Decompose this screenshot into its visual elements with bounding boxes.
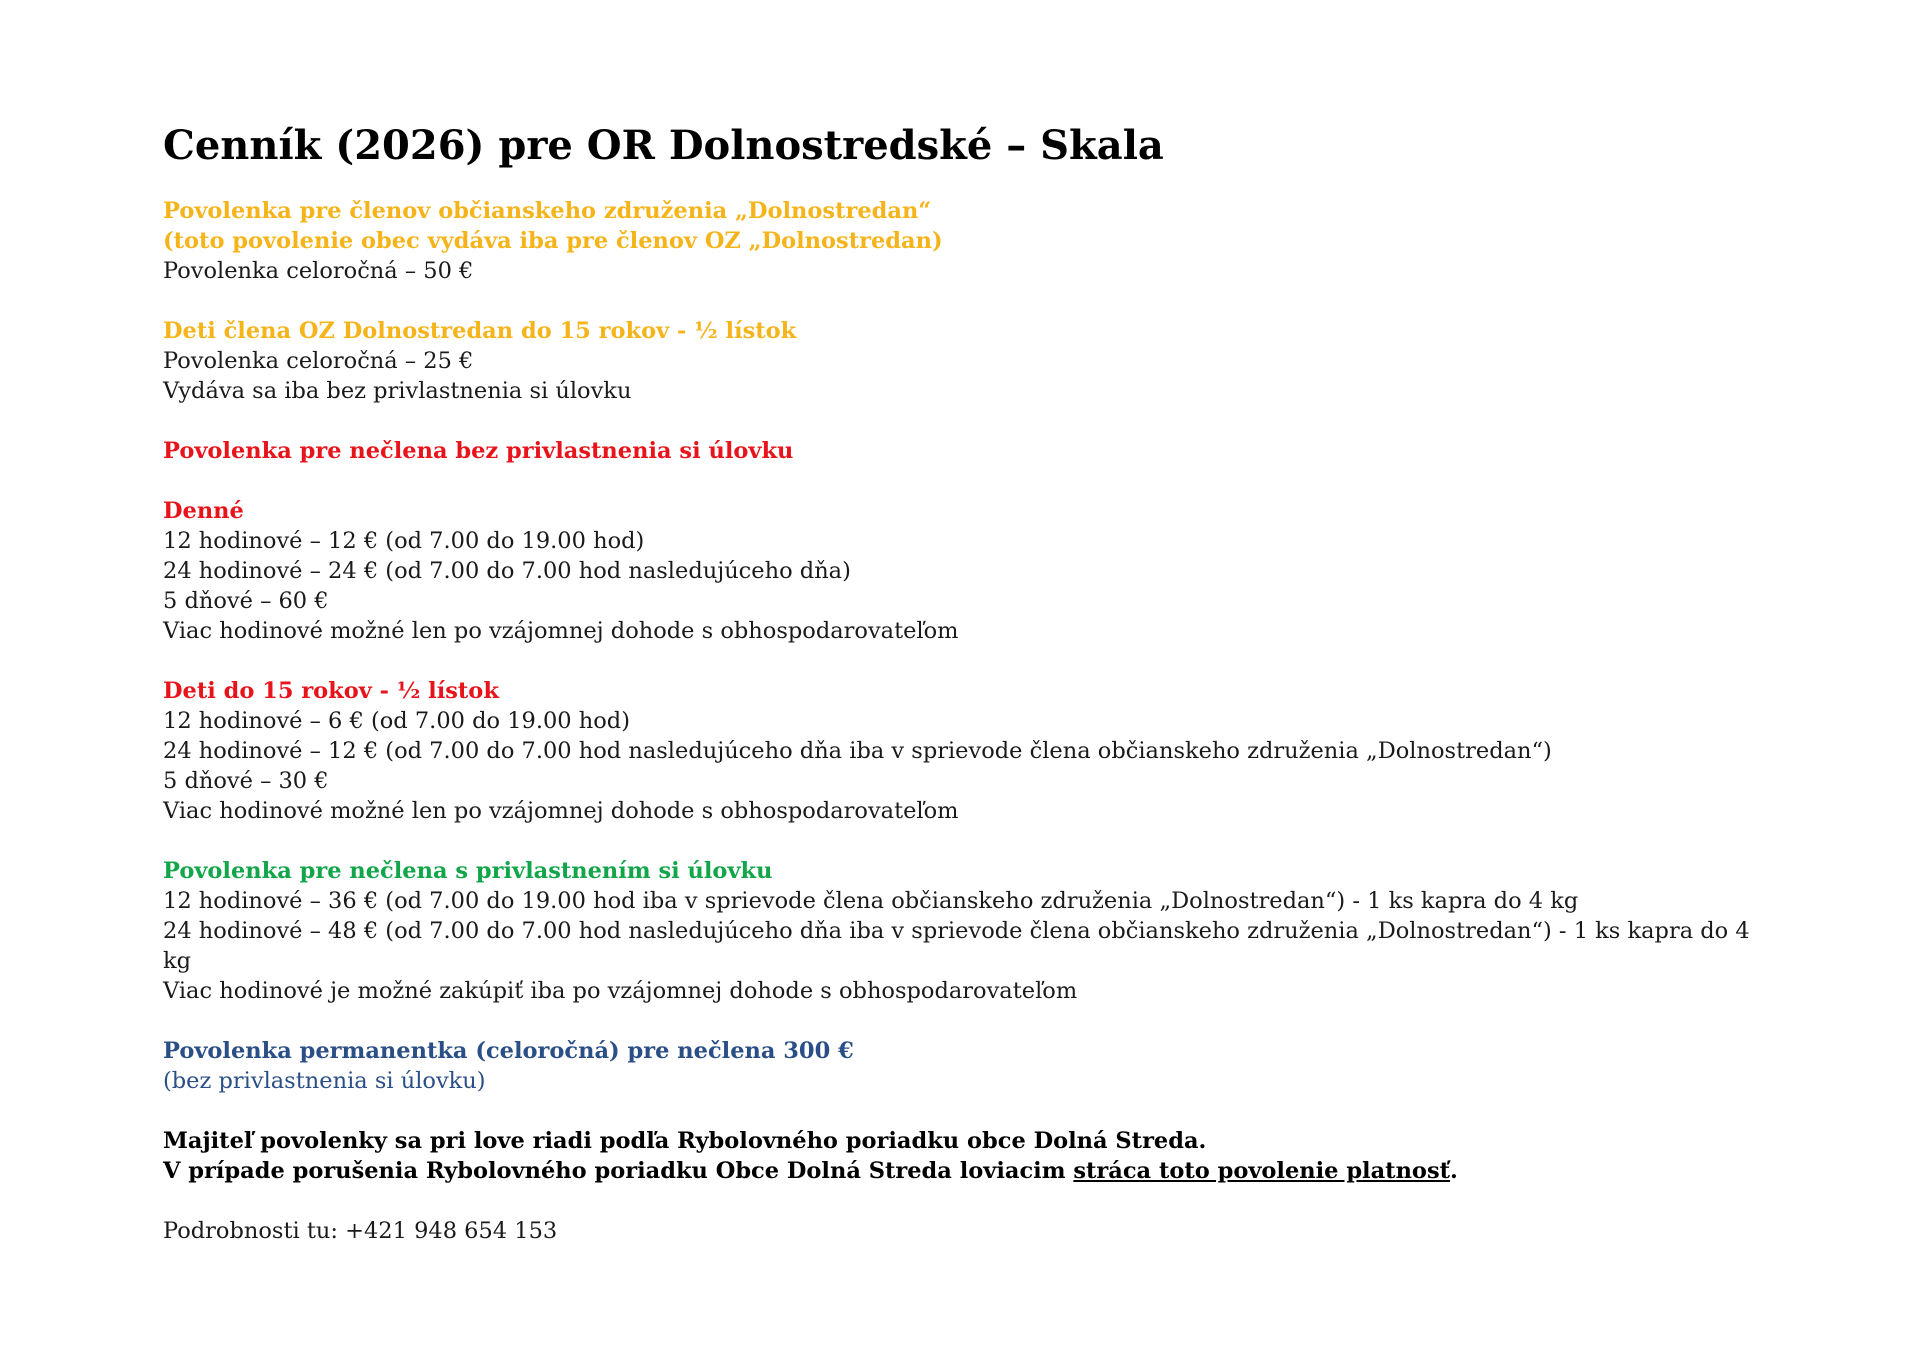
catch-note: Viac hodinové je možné zakúpiť iba po vzájomnej dohode s obhospodarovateľom (163, 978, 1078, 1004)
section-catch (163, 856, 1803, 1006)
daily-price-12h: 12 hodinové – 12 € (od 7.00 do 19.00 hod) (163, 528, 645, 554)
daily-note: Viac hodinové možné len po vzájomnej dohode s obhospodarovateľom (163, 618, 959, 644)
section-nonmember (163, 436, 1803, 466)
member-children-note: Vydáva sa iba bez privlastnenia si úlovku (163, 378, 632, 404)
children-heading: Deti do 15 rokov - ½ lístok (163, 678, 499, 704)
daily-heading: Denné (163, 498, 244, 524)
nonmember-heading: Povolenka pre nečlena bez privlastnenia si úlovku (163, 438, 794, 464)
catch-price-24h: 24 hodinové – 48 € (od 7.00 do 7.00 hod nasledujúceho dňa iba v sprievode člena občianskeho združenia „Dolnostredan“) - 1 ks kapra do 4 kg (163, 918, 1750, 974)
children-price-24h: 24 hodinové – 12 € (od 7.00 do 7.00 hod nasledujúceho dňa iba v sprievode člena občianskeho združenia „Dolnostredan“) (163, 738, 1552, 764)
rules-line-2 (163, 1156, 1803, 1186)
members-price-annual: Povolenka celoročná – 50 € (163, 258, 474, 284)
children-price-12h: 12 hodinové – 6 € (od 7.00 do 19.00 hod) (163, 708, 630, 734)
permanent-note: (bez privlastnenia si úlovku) (163, 1068, 486, 1094)
catch-price-12h: 12 hodinové – 36 € (od 7.00 do 19.00 hod iba v sprievode člena občianskeho združenia „Dolnostredan“) - 1 ks kapra do 4 kg (163, 888, 1579, 914)
children-note: Viac hodinové možné len po vzájomnej dohode s obhospodarovateľom (163, 798, 959, 824)
rules-line-2-suffix: . (1450, 1158, 1458, 1184)
children-price-5d: 5 dňové – 30 € (163, 768, 329, 794)
member-children-price-annual: Povolenka celoročná – 25 € (163, 348, 474, 374)
section-rules (163, 1126, 1803, 1186)
section-daily (163, 496, 1803, 646)
rules-line-2-underlined: stráca toto povolenie platnosť (1073, 1158, 1450, 1184)
section-member-children (163, 316, 1803, 406)
section-contact (163, 1216, 1803, 1246)
contact-line: Podrobnosti tu: +421 948 654 153 (163, 1218, 558, 1244)
page-title: Cenník (2026) pre OR Dolnostredské – Skala (163, 122, 1164, 169)
member-children-heading: Deti člena OZ Dolnostredan do 15 rokov - ½ lístok (163, 318, 797, 344)
daily-price-5d: 5 dňové – 60 € (163, 588, 329, 614)
section-permanent (163, 1036, 1803, 1096)
price-list-document (163, 118, 1803, 1276)
members-heading: Povolenka pre členov občianskeho združenia „Dolnostredan“ (163, 198, 932, 224)
members-subheading: (toto povolenie obec vydáva iba pre členov OZ „Dolnostredan) (163, 228, 943, 254)
permanent-heading: Povolenka permanentka (celoročná) pre nečlena 300 € (163, 1038, 854, 1064)
rules-line-1: Majiteľ povolenky sa pri love riadi podľa Rybolovného poriadku obce Dolná Streda. (163, 1128, 1207, 1154)
section-members (163, 196, 1803, 286)
section-children (163, 676, 1803, 826)
rules-line-2-prefix: V prípade porušenia Rybolovného poriadku Obce Dolná Streda loviacim (163, 1158, 1074, 1184)
daily-price-24h: 24 hodinové – 24 € (od 7.00 do 7.00 hod nasledujúceho dňa) (163, 558, 851, 584)
catch-heading: Povolenka pre nečlena s privlastnením si úlovku (163, 858, 773, 884)
